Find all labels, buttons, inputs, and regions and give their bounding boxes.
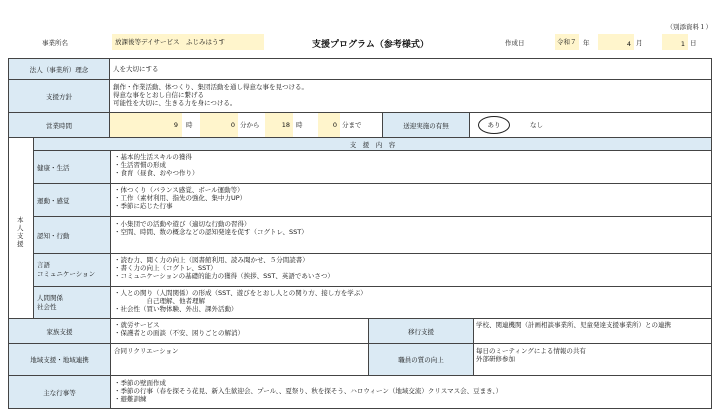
office-label: 事業所名 [42, 39, 68, 47]
transport-yes-option[interactable]: あり [478, 116, 510, 134]
philosophy-cell [109, 58, 712, 80]
program-title: 支援プログラム（参考様式） [312, 40, 429, 50]
day-unit: 日 [690, 39, 697, 47]
row-content-motor [110, 183, 712, 217]
support-content-header: 支 援 内 容 [33, 137, 712, 151]
created-day-field[interactable]: 1 [662, 34, 688, 50]
end-hour-field[interactable]: 18 [265, 113, 293, 137]
personal-support-label: 本人支援 [17, 216, 24, 248]
office-name-field[interactable]: 放課後等デイサービス ふじみはうす [112, 34, 264, 50]
year-unit: 年 [583, 39, 590, 47]
created-date-label: 作成日 [505, 39, 525, 47]
family-line: ・保護者との面談（不安、困りごとの解消） [114, 329, 244, 337]
community-support-label: 地域支援・地域連携 [8, 343, 111, 376]
events-line: ・避難訓練 [114, 395, 147, 403]
row-content-communication [110, 253, 712, 287]
start-minute-field[interactable]: 0 [200, 113, 238, 137]
policy-line: 得意な事をとおし自信に繋げる [113, 91, 204, 99]
support-line: 自己理解、他者理解 [114, 297, 205, 305]
support-line: ・書く力の向上（コグトレ、SST） [114, 264, 217, 272]
support-line: ・食育（昼食、おやつ作り） [114, 169, 199, 177]
transition-support-cell [473, 318, 712, 344]
support-line: ・季節に応じた行事 [114, 202, 173, 210]
transition-support-label: 移行支援 [368, 318, 474, 344]
support-line: ・体つくり（バランス感覚、ボール運動等） [114, 186, 244, 194]
row-content-social [110, 286, 712, 319]
row-label-motor: 運動・感覚 [33, 183, 111, 217]
row-label-health: 健康・生活 [33, 150, 111, 184]
events-label: 主な行事等 [8, 375, 111, 409]
family-support-label: 家族支援 [8, 318, 111, 344]
staff-quality-label: 職員の質の向上 [368, 343, 474, 376]
row-content-health [110, 150, 712, 184]
transition-text: 学校、関連機関（計画相談事業所、児童発達支援事業所）との連携 [476, 321, 671, 329]
events-cell [110, 375, 712, 409]
support-line: ・コミュニケーションの基礎的能力の獲得（挨拶、SST、英語であいさつ） [114, 272, 334, 280]
from-text: 分から [240, 121, 260, 129]
community-text: 合同リクリエーション [114, 347, 179, 355]
support-line: ・空間、時間、数の概念などの認知発達を促す（コグトレ、SST） [114, 228, 308, 236]
hour-unit: 時 [296, 121, 303, 129]
support-line: ・工作（素材利用、指先の強化、集中力UP） [114, 194, 247, 202]
end-minute-field[interactable]: 0 [318, 113, 340, 137]
family-support-cell [110, 318, 369, 344]
events-line: ・季節の行事（春を探そう花見、新入生歓迎会、プール、、夏祭り、秋を探そう、ハロウィーン（地域交流）クリスマス会、豆まき、） [114, 387, 503, 395]
row-label-cognition: 認知・行動 [33, 216, 111, 254]
until-text: 分まで [342, 121, 362, 129]
created-month-field[interactable]: 4 [598, 34, 634, 50]
row-content-cognition [110, 216, 712, 254]
row-label-communication: 言語 コミュニケーション [33, 253, 111, 287]
events-line: ・季節の壁面作成 [114, 379, 166, 387]
philosophy-text: 人を大切にする [113, 65, 159, 73]
support-line: ・読む力、聞く力の向上（図書館利用、読み聞かせ、５分間読書） [114, 256, 309, 264]
philosophy-label: 法人（事業所）理念 [8, 58, 110, 80]
start-hour-field[interactable]: 9 [110, 113, 182, 137]
family-line: ・就労サービス [114, 321, 160, 329]
support-line: ・基本的生活スキルの獲得 [114, 153, 192, 161]
community-support-cell [110, 343, 369, 376]
staff-quality-cell [473, 343, 712, 376]
support-line: ・生活習慣の形成 [114, 161, 166, 169]
personal-support-group [8, 137, 34, 319]
support-line: ・社会性（買い物体験、外出、課外活動） [114, 305, 238, 313]
policy-line: 創作・作業活動、体つくり、集団活動を通し得意な事を見つける。 [113, 83, 308, 91]
staff-quality-line: 毎日のミーティングによる情報の共有 [476, 347, 586, 355]
staff-quality-line: 外部研修参加 [476, 355, 515, 363]
month-unit: 月 [636, 39, 643, 47]
row-label-social: 人間関係 社会性 [33, 286, 111, 319]
annex-label: （別添資料１） [666, 23, 712, 31]
hours-label: 営業時間 [8, 112, 110, 138]
support-line: ・小集団での活動や遊び（適切な行動の習得） [114, 220, 251, 228]
policy-label: 支援方針 [8, 79, 110, 113]
hour-unit: 時 [186, 121, 193, 129]
policy-line: 可能性を大切に、生きる力を身につける。 [113, 99, 237, 107]
created-era-field[interactable]: 令和７ [555, 34, 579, 50]
transport-label: 送迎実施の有無 [382, 112, 470, 138]
transport-no-option[interactable]: なし [530, 121, 543, 129]
support-line: ・人との関り（人間関係）の形成（SST、遊びをとおし人との関り方、接し方を学ぶ） [114, 289, 367, 297]
policy-cell [109, 79, 712, 113]
